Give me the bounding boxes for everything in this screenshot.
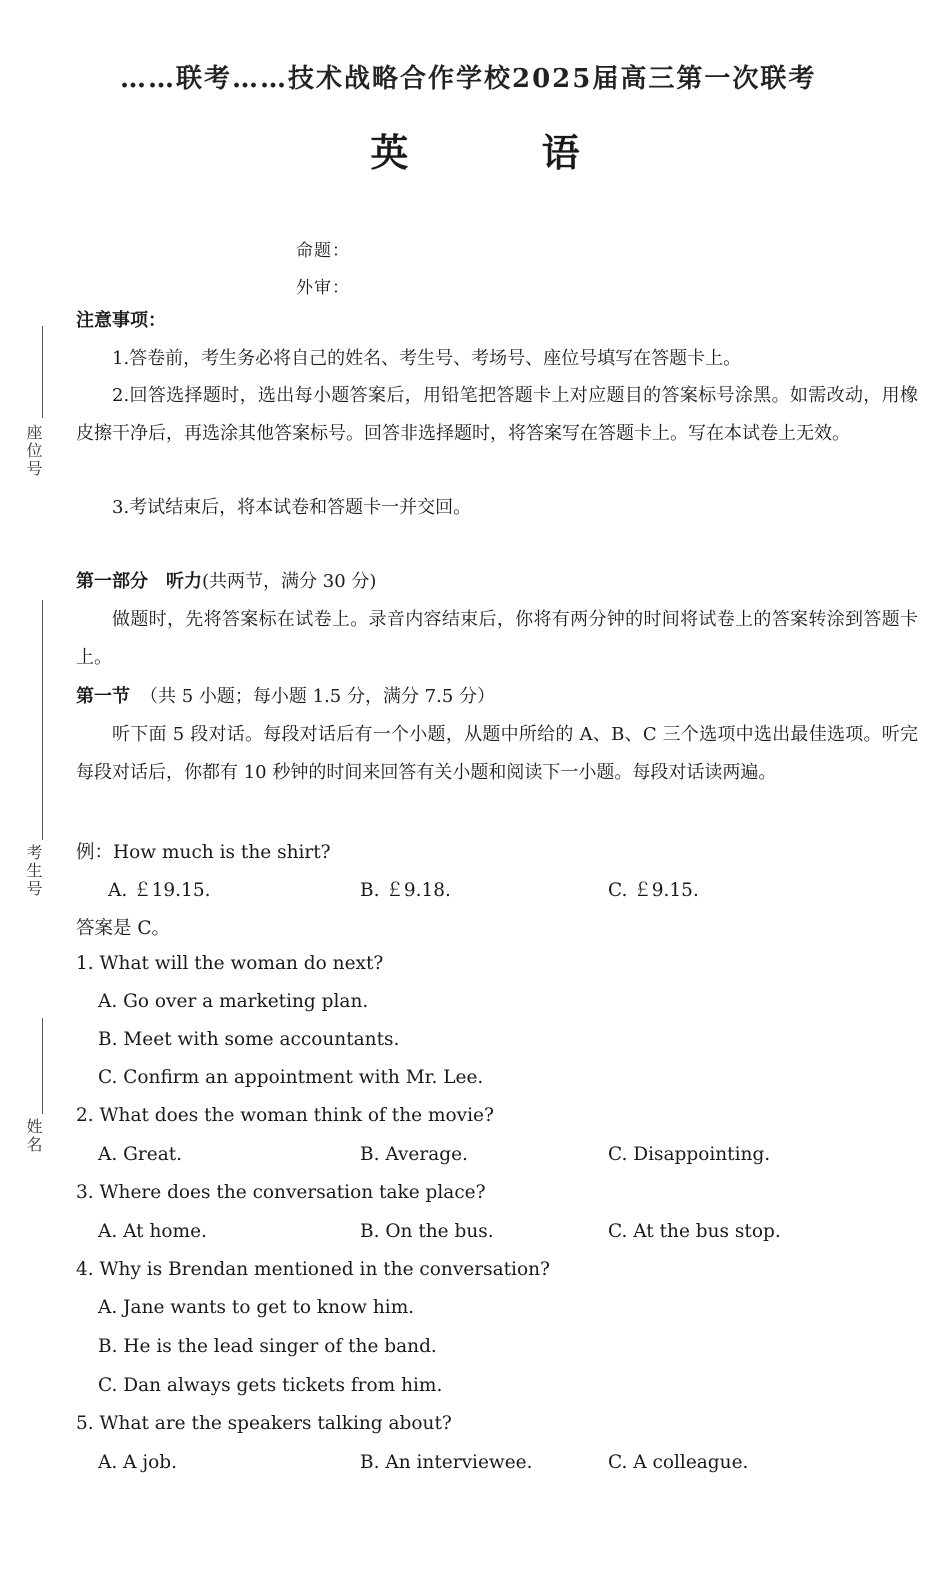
question-5: 5. What are the speakers talking about? [76,1413,452,1434]
part1-heading-line [76,563,376,601]
question-1: 1. What will the woman do next? [76,953,384,974]
question-2-option-a: A. Great. [98,1144,183,1165]
notice-item-3: 3.考试结束后，将本试卷和答题卡一并交回。 [112,497,472,518]
seat-line [42,326,43,418]
example-option-c: C. ￡9.15. [608,880,699,901]
question-5-option-c: C. A colleague. [608,1452,749,1473]
question-3: 3. Where does the conversation take place? [76,1182,486,1203]
notice-heading: 注意事项： [76,310,166,331]
notice-item-2: 2.回答选择题时，选出每小题答案后，用铅笔把答题卡上对应题目的答案标号涂黑。如需改动，用橡皮擦干净后，再选涂其他答案标号。回答非选择题时，将答案写在答题卡上。写在本试卷上无效。 [76,385,918,444]
section1-note: （共 5 小题；每小题 1.5 分，满分 7.5 分） [140,686,496,707]
question-1-option-b: B. Meet with some accountants. [98,1029,400,1050]
seat-label: 座位号 [24,424,43,478]
proposition-label: 命题： [296,241,350,261]
example-option-b: B. ￡9.18. [360,880,451,901]
question-2: 2. What does the woman think of the movie? [76,1105,494,1126]
question-5-option-b: B. An interviewee. [360,1452,533,1473]
question-4-option-a: A. Jane wants to get to know him. [98,1297,415,1318]
example-option-a: A. ￡19.15. [108,880,211,901]
question-3-option-a: A. At home. [98,1221,207,1242]
section1-heading: 第一节 [76,686,130,707]
example-question: 例：How much is the shirt? [76,842,331,863]
exam-id-label: 考生号 [24,844,43,898]
notice-item-1: 1.答卷前，考生务必将自己的姓名、考生号、考场号、座位号填写在答题卡上。 [112,348,742,369]
header-cut-text: ……联考……技术战略合作学校2025届高三第一次联考 [120,64,817,94]
question-4: 4. Why is Brendan mentioned in the conversation? [76,1259,550,1280]
part1-heading: 第一部分 听力 [76,571,202,592]
page-title: 英 语 [370,130,640,175]
example-answer: 答案是 C。 [76,918,171,939]
question-2-option-b: B. Average. [360,1144,468,1165]
question-2-option-c: C. Disappointing. [608,1144,771,1165]
question-3-option-c: C. At the bus stop. [608,1221,781,1242]
part1-heading-note: (共两节，满分 30 分) [202,571,377,592]
name-label: 姓名 [24,1118,43,1154]
question-5-option-a: A. A job. [98,1452,177,1473]
reviewer-label: 外审： [296,278,350,298]
cut-off-header [120,48,880,94]
question-4-option-b: B. He is the lead singer of the band. [98,1336,437,1357]
part1-intro: 做题时，先将答案标在试卷上。录音内容结束后，你将有两分钟的时间将试卷上的答案转涂到答题卡上。 [76,609,918,668]
name-line [42,1018,43,1114]
exam-id-line [42,600,43,840]
question-3-option-b: B. On the bus. [360,1221,494,1242]
question-1-option-a: A. Go over a marketing plan. [98,991,369,1012]
question-1-option-c: C. Confirm an appointment with Mr. Lee. [98,1067,484,1088]
section1-intro: 听下面 5 段对话。每段对话后有一个小题，从题中所给的 A、B、C 三个选项中选出最佳选项。听完每段对话后，你都有 10 秒钟的时间来回答有关小题和阅读下一小题。每段对话读两遍。 [76,724,918,783]
question-4-option-c: C. Dan always gets tickets from him. [98,1375,443,1396]
section1-heading-line [76,678,495,716]
